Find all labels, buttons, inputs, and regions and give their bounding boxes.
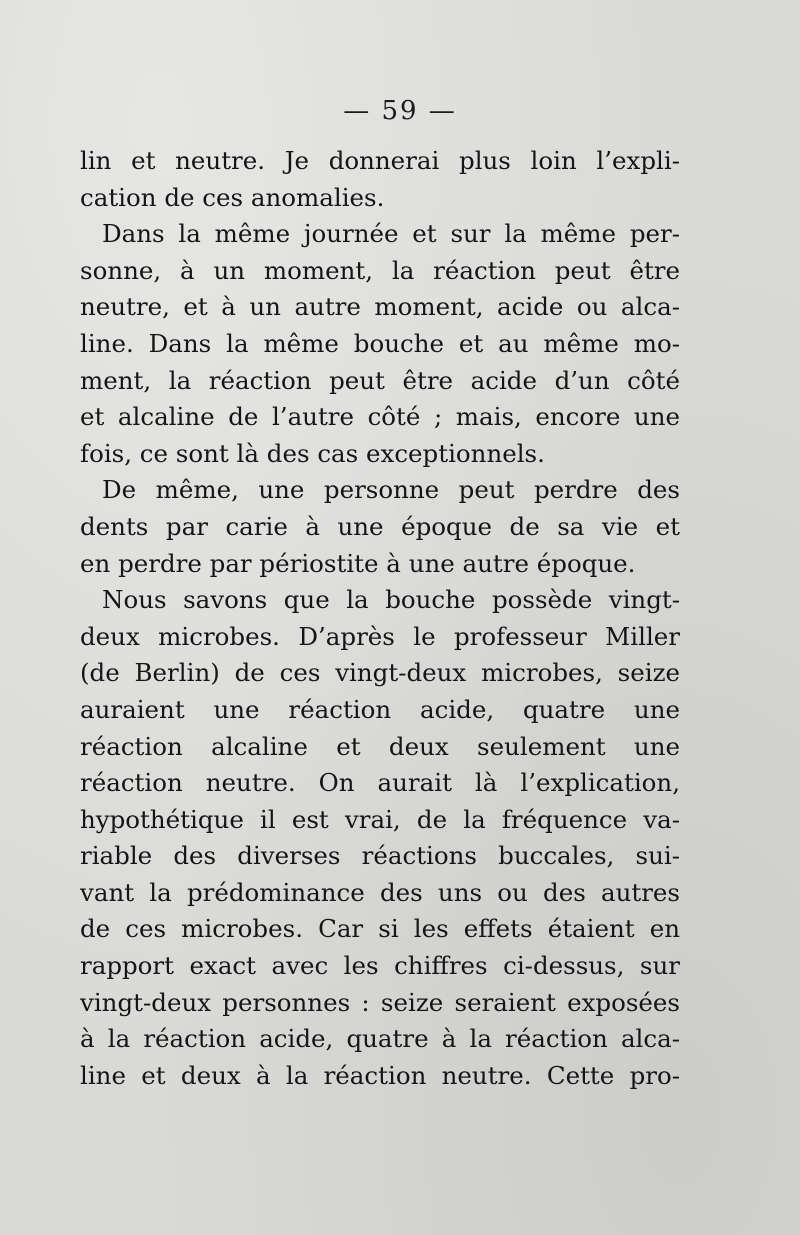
text-line: réaction neutre. On aurait là l’explication, bbox=[80, 768, 680, 798]
text-line: rapport exact avec les chiffres ci-dessus, sur bbox=[80, 951, 680, 981]
text-line: réaction alcaline et deux seulement une bbox=[80, 731, 680, 761]
text-line: dents par carie à une époque de sa vie et bbox=[80, 511, 680, 541]
text-line: en perdre par périostite à une autre époque. bbox=[80, 548, 636, 578]
text-line: cation de ces anomalies. bbox=[80, 182, 385, 212]
text-line: riable des diverses réactions buccales, sui- bbox=[80, 841, 680, 871]
text-line: vant la prédominance des uns ou des autres bbox=[80, 877, 680, 907]
text-line: line. Dans la même bouche et au même mo- bbox=[80, 328, 680, 358]
text-line: Nous savons que la bouche possède vingt- bbox=[102, 585, 680, 615]
text-line: sonne, à un moment, la réaction peut être bbox=[80, 255, 680, 285]
text-line: line et deux à la réaction neutre. Cette pro- bbox=[80, 1060, 680, 1090]
text-line: neutre, et à un autre moment, acide ou alca- bbox=[80, 292, 680, 322]
text-line: (de Berlin) de ces vingt-deux microbes, seize bbox=[80, 658, 680, 688]
text-line: hypothétique il est vrai, de la fréquence va- bbox=[80, 804, 680, 834]
body-text bbox=[80, 143, 680, 1094]
text-line: lin et neutre. Je donnerai plus loin l’expli- bbox=[80, 146, 680, 175]
text-line: à la réaction acide, quatre à la réaction alca- bbox=[80, 1024, 680, 1054]
page-number: — 59 — bbox=[343, 96, 457, 126]
text-line: fois, ce sont là des cas exceptionnels. bbox=[80, 438, 545, 468]
text-line: Dans la même journée et sur la même per- bbox=[102, 219, 680, 249]
text-line: auraient une réaction acide, quatre une bbox=[80, 694, 680, 724]
text-line: De même, une personne peut perdre des bbox=[102, 475, 680, 505]
text-line: de ces microbes. Car si les effets étaient en bbox=[80, 914, 680, 944]
text-line: deux microbes. D’après le professeur Miller bbox=[80, 621, 680, 651]
text-line: et alcaline de l’autre côté ; mais, encore une bbox=[80, 402, 680, 432]
text-line: vingt-deux personnes : seize seraient exposées bbox=[80, 987, 680, 1017]
text-line: ment, la réaction peut être acide d’un côté bbox=[80, 365, 680, 395]
